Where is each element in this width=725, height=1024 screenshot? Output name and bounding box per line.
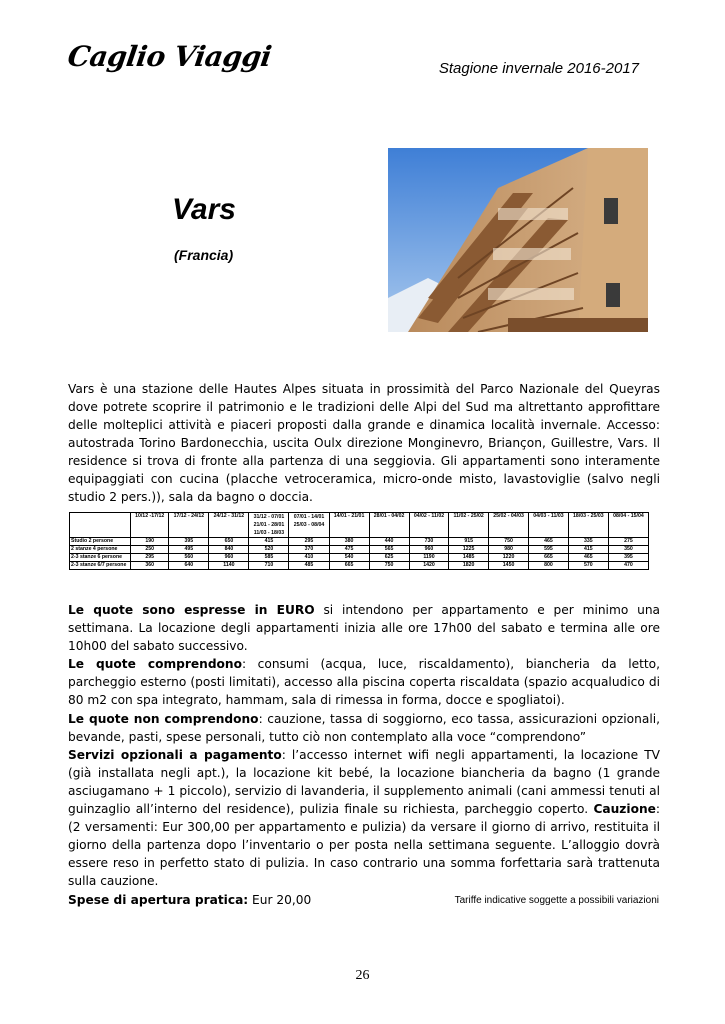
terms-quote xyxy=(68,601,660,655)
column-header: 31/12 - 07/01 21/01 - 28/01 11/03 - 18/03 xyxy=(249,513,289,538)
terms-fees-label: Spese di apertura pratica: xyxy=(68,892,249,907)
terms-quote-label: Le quote sono espresse in EURO xyxy=(68,603,315,617)
column-header: 11/02 - 25/02 xyxy=(449,513,489,538)
price-cell: 960 xyxy=(209,554,249,562)
column-header: 04/02 - 11/02 xyxy=(409,513,449,538)
row-label: 2-3 stanze 6 persone xyxy=(70,554,131,562)
column-header: 24/12 - 31/12 xyxy=(209,513,249,538)
terms-include-text: : consumi (acqua, luce, riscaldamento), biancheria da letto, parcheggio esterno (posti limitati), accesso alla piscina coperta riscaldata (spazio acqualudico di 80 m2 con spa integrato, hammam, sala di rimessa in forma, docce e spogliatoi). xyxy=(68,657,660,708)
price-cell: 560 xyxy=(169,554,209,562)
price-cell: 415 xyxy=(249,538,289,546)
row-label: Studio 2 persone xyxy=(70,538,131,546)
column-header: 18/03 - 25/03 xyxy=(568,513,608,538)
price-cell: 1220 xyxy=(489,554,529,562)
price-cell: 750 xyxy=(369,562,409,570)
price-cell: 585 xyxy=(249,554,289,562)
column-header: 04/03 - 11/03 xyxy=(529,513,569,538)
price-cell: 625 xyxy=(369,554,409,562)
column-header: 14/01 - 21/01 xyxy=(329,513,369,538)
price-cell: 190 xyxy=(131,538,169,546)
price-cell: 485 xyxy=(289,562,329,570)
price-cell: 475 xyxy=(329,546,369,554)
terms-quote-text: si intendono per appartamento e per minimo una settimana. La locazione degli appartamenti inizia alle ore 17h00 del sabato e termina alle ore 10h00 del sabato successivo. xyxy=(68,603,661,654)
residence-photo xyxy=(388,148,648,332)
price-cell: 395 xyxy=(169,538,209,546)
page-number: 26 xyxy=(355,968,370,983)
price-cell: 495 xyxy=(169,546,209,554)
price-cell: 410 xyxy=(289,554,329,562)
price-cell: 980 xyxy=(489,546,529,554)
price-cell: 440 xyxy=(369,538,409,546)
price-cell: 540 xyxy=(329,554,369,562)
price-cell: 1225 xyxy=(449,546,489,554)
price-cell: 960 xyxy=(409,546,449,554)
price-cell: 730 xyxy=(409,538,449,546)
price-cell: 1420 xyxy=(409,562,449,570)
season-label: Stagione invernale 2016-2017 xyxy=(438,60,639,77)
terms-optional-label: Servizi opzionali a pagamento xyxy=(68,747,282,762)
table-row xyxy=(70,546,649,554)
table-row xyxy=(70,538,649,546)
price-cell: 665 xyxy=(529,554,569,562)
price-cell: 1450 xyxy=(489,562,529,570)
price-cell: 470 xyxy=(608,562,648,570)
page-subtitle: (Francia) xyxy=(174,247,234,263)
price-cell: 350 xyxy=(608,546,648,554)
column-header: 25/02 - 04/03 xyxy=(489,513,529,538)
price-cell: 520 xyxy=(249,546,289,554)
column-header: 17/12 - 24/12 xyxy=(169,513,209,538)
terms-optional xyxy=(68,746,660,891)
price-cell: 595 xyxy=(529,546,569,554)
price-cell: 295 xyxy=(289,538,329,546)
price-cell: 570 xyxy=(568,562,608,570)
price-cell: 1190 xyxy=(409,554,449,562)
price-cell: 1820 xyxy=(449,562,489,570)
price-cell: 565 xyxy=(369,546,409,554)
table-row xyxy=(70,562,649,570)
column-header: 10/12 -17/12 xyxy=(131,513,169,538)
price-cell: 915 xyxy=(449,538,489,546)
terms-deposit-label: Cauzione xyxy=(593,802,656,817)
price-cell: 380 xyxy=(329,538,369,546)
price-cell: 640 xyxy=(169,562,209,570)
page-title: Vars xyxy=(172,193,236,226)
price-cell: 250 xyxy=(131,546,169,554)
price-cell: 710 xyxy=(249,562,289,570)
row-label: 2-3 stanze 6/7 persone xyxy=(70,562,131,570)
terms-section xyxy=(68,601,660,909)
price-cell: 360 xyxy=(131,562,169,570)
price-cell: 370 xyxy=(289,546,329,554)
price-cell: 1140 xyxy=(209,562,249,570)
price-cell: 335 xyxy=(568,538,608,546)
terms-include xyxy=(68,655,660,709)
terms-fees-text: Eur 20,00 xyxy=(248,892,312,907)
brand-logo: Caglio Viaggi xyxy=(65,40,274,73)
terms-exclude xyxy=(68,710,660,746)
price-cell: 1485 xyxy=(449,554,489,562)
price-cell: 275 xyxy=(608,538,648,546)
terms-include-label: Le quote comprendono xyxy=(68,657,242,672)
column-header: 07/01 - 14/01 25/03 - 08/04 xyxy=(289,513,329,538)
price-cell: 750 xyxy=(489,538,529,546)
row-label: 2 stanze 4 persone xyxy=(70,546,131,554)
column-header: 08/04 - 15/04 xyxy=(608,513,648,538)
price-cell: 800 xyxy=(529,562,569,570)
table-row xyxy=(70,554,649,562)
disclaimer-note: Tariffe indicative soggette a possibili variazioni xyxy=(454,895,659,906)
price-cell: 465 xyxy=(568,554,608,562)
price-cell: 665 xyxy=(329,562,369,570)
price-cell: 650 xyxy=(209,538,249,546)
price-cell: 415 xyxy=(568,546,608,554)
price-cell: 395 xyxy=(608,554,648,562)
table-corner-cell xyxy=(70,513,131,538)
price-cell: 840 xyxy=(209,546,249,554)
column-header: 28/01 - 04/02 xyxy=(369,513,409,538)
intro-paragraph: Vars è una stazione delle Hautes Alpes situata in prossimità del Parco Nazionale del Queyras dove potrete scoprire il patrimonio e le tradizioni delle Alpi del Sud ma altrettanto approfittare delle molteplici attività e piaceri proposti dalla grande e dinamica località invernale. Accesso: autostrada Torino Bardonecchia, uscita Oulx direzione Monginevro, Briançon, Guillestre, Vars. Il residence si trova di fronte alla partenza di una seggiovia. Gli appartamenti sono interamente equipaggiati con cucina (placche vetroceramica, micro-onde misto, lavastoviglie (salvo negli studio 2 pers.)), sala da bagno o doccia. xyxy=(68,382,660,504)
table-header-row xyxy=(70,513,649,538)
price-cell: 465 xyxy=(529,538,569,546)
terms-exclude-label: Le quote non comprendono xyxy=(68,711,259,726)
terms-deposit-text: : (2 versamenti: Eur 300,00 per appartamento e pulizia) da versare il giorno di arrivo, restituita il giorno della partenza dopo l’inventario o per posta nella settimana seguente. L’alloggio dovrà essere reso in perfetto stato di pulizia. In caso contrario una somma forfettaria sarà trattenuta sulla cauzione. xyxy=(68,802,660,889)
price-table xyxy=(69,512,649,570)
terms-exclude-text: : cauzione, tassa di soggiorno, eco tassa, assicurazioni opzionali, bevande, pasti, spese personali, tutto ciò non contemplato alla voce “comprendono” xyxy=(68,711,660,744)
price-cell: 295 xyxy=(131,554,169,562)
terms-optional-text: : l’accesso internet wifi negli appartamenti, la locazione TV (già installata negli apt.), la locazione kit bebé, la locazione biancheria da bagno (1 grande asciugamano + 1 piccolo), servizio di lavanderia, il supplemento animali (cani ammessi tenuti al guinzaglio all’interno del residence), pulizia finale su richiesta, parcheggio coperto. xyxy=(68,747,660,817)
